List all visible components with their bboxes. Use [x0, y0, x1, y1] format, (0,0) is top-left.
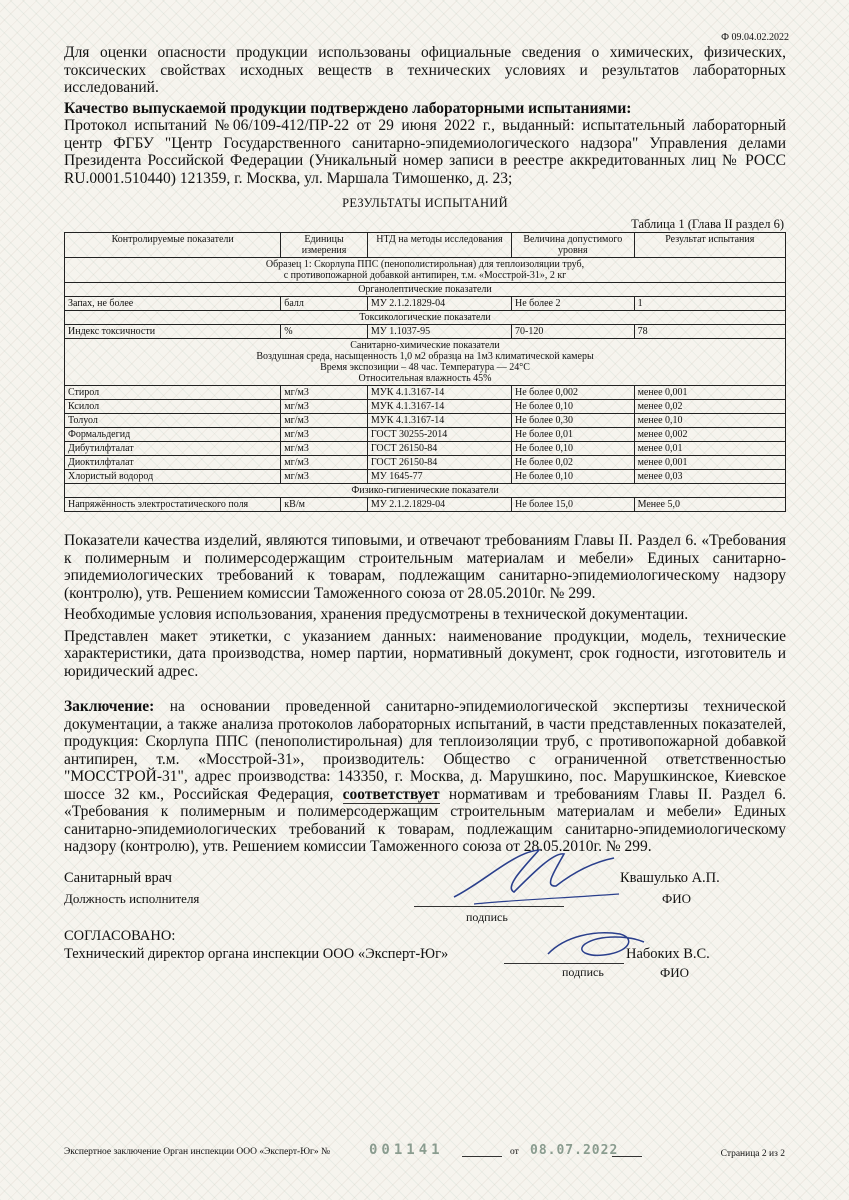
cell-name: Напряжённость электростатического поля	[65, 498, 281, 512]
sample-description	[65, 258, 786, 283]
cell-name: Запах, не более	[65, 297, 281, 311]
signature-1	[444, 842, 624, 912]
sample-line: Образец 1: Скорлупа ППС (пенополистирольная) для теплоизоляции труб,	[265, 259, 585, 270]
cell-result: менее 0,03	[634, 470, 785, 484]
section-sanitary	[65, 339, 786, 386]
conditions-paragraph: Необходимые условия использования, хранения предусмотрены в технической документации.	[64, 606, 689, 623]
signature-label-1: подпись	[466, 909, 508, 924]
cell-name: Диоктилфталат	[65, 456, 281, 470]
cell-method: ГОСТ 30255-2014	[367, 428, 511, 442]
signature-line-1	[414, 906, 564, 907]
director-name: Набоких В.С.	[626, 945, 710, 962]
condition-line: Относительная влажность 45%	[358, 373, 492, 384]
hazard-paragraph: Для оценки опасности продукции использованы официальные сведения о химических, физических, токсических свойствах исходных веществ в технических условиях и результатов лабораторных исследований.	[64, 44, 786, 96]
number-underline	[462, 1156, 502, 1157]
table-row	[65, 325, 786, 339]
cell-limit: Не более 0,01	[512, 428, 635, 442]
cell-limit: Не более 0,002	[512, 386, 635, 400]
header-cell: Результат испытания	[634, 233, 785, 258]
cell-limit: Не более 0,10	[512, 400, 635, 414]
label-paragraph: Представлен макет этикетки, с указанием данных: наименование продукции, модель, технические характеристики, дата производства, номер партии, нормативный документ, срок годности, изготовитель и юридический адрес.	[64, 627, 786, 680]
cell-result: менее 0,001	[634, 456, 785, 470]
results-title: РЕЗУЛЬТАТЫ ИСПЫТАНИЙ	[342, 196, 508, 210]
table-row	[65, 414, 786, 428]
fio-label-1: ФИО	[662, 890, 692, 906]
document-number: 001141	[369, 1142, 444, 1158]
section-organoleptic: Органолептические показатели	[65, 283, 786, 297]
cell-result: менее 0,001	[634, 386, 785, 400]
section-title: Санитарно-химические показатели	[350, 340, 500, 351]
cell-name: Ксилол	[65, 400, 281, 414]
position-label: Должность исполнителя	[64, 890, 200, 906]
cell-result: менее 0,002	[634, 428, 785, 442]
page-footer	[64, 1143, 785, 1165]
cell-unit: мг/м3	[281, 456, 368, 470]
fio-label-2: ФИО	[660, 964, 690, 980]
table-row	[65, 428, 786, 442]
cell-name: Индекс токсичности	[65, 325, 281, 339]
footer-doc-label: Экспертное заключение Орган инспекции ООО «Эксперт-Юг» №	[64, 1147, 331, 1157]
cell-method: МУ 2.1.2.1829-04	[367, 297, 511, 311]
doctor-role: Санитарный врач	[64, 869, 172, 886]
conclusion-text-before: на основании проведенной санитарно-эпидемиологической экспертизы технической документации, а также анализа протоколов лабораторных испытаний, в части представленных показателей, продукция: Скорлупа ППС (пенополистирольная) для теплоизоляции труб, с противопожарной добавкой антипирен, т.м. «Мосстрой-31», производитель: Общество с ограниченной ответственностью "МОССТРОЙ-31", адрес производства: 143350, г. Москва, д. Марушкино, пос. Марушкинское, Киевское шоссе 32 км., Российская Федерация,	[64, 698, 786, 803]
condition-line: Время экспозиции – 48 час. Температура — 24°С	[320, 362, 530, 373]
cell-result: менее 0,01	[634, 442, 785, 456]
cell-method: МУК 4.1.3167-14	[367, 386, 511, 400]
table-header-row	[65, 233, 786, 258]
cell-limit: Не более 0,02	[512, 456, 635, 470]
table-row	[65, 386, 786, 400]
cell-method: МУ 1645-77	[367, 470, 511, 484]
cell-unit: кВ/м	[281, 498, 368, 512]
cell-limit: 70-120	[512, 325, 635, 339]
cell-result: менее 0,10	[634, 414, 785, 428]
cell-method: ГОСТ 26150-84	[367, 442, 511, 456]
page-number: Страница 2 из 2	[720, 1149, 785, 1159]
document-date: 08.07.2022	[530, 1143, 619, 1158]
cell-name: Стирол	[65, 386, 281, 400]
cell-limit: Не более 0,30	[512, 414, 635, 428]
section-physical: Физико-гигиенические показатели	[65, 484, 786, 498]
document-page	[64, 44, 786, 1020]
conclusion-paragraph	[64, 698, 786, 856]
table-row	[65, 297, 786, 311]
cell-result: Менее 5,0	[634, 498, 785, 512]
header-cell: Единицы измерения	[281, 233, 368, 258]
section-toxicological: Токсикологические показатели	[65, 311, 786, 325]
cell-result: 78	[634, 325, 785, 339]
table-caption: Таблица 1 (Глава II раздел 6)	[631, 217, 784, 231]
conclusion-label: Заключение:	[64, 698, 155, 715]
compliance-paragraph: Показатели качества изделий, являются типовыми, и отвечают требованиям Главы II. Раздел 6. «Требования к полимерным и полимерсодержащим строительным материалам и мебели» Единых санитарно-эпидемиологических требований к товарам, подлежащим санитарно-эпидемиологическому надзору (контролю), утв. Решением комиссии Таможенного союза от 28.05.2010г. № 299.	[64, 532, 786, 602]
table-row	[65, 442, 786, 456]
protocol-paragraph: Протокол испытаний №06/109-412/ПР-22 от 29 июня 2022 г., выданный: испытательный лабораторный центр ФГБУ "Центр Государственного санитарно-эпидемиологического надзора" Управления делами Президента Российской Федерации (Уникальный номер записи в реестре аккредитованных лиц № РОСС RU.0001.510440) 121359, г. Москва, ул. Маршала Тимошенко, д. 23;	[64, 117, 786, 187]
date-underline	[612, 1156, 642, 1157]
cell-unit: мг/м3	[281, 386, 368, 400]
cell-limit: Не более 0,10	[512, 442, 635, 456]
doctor-name: Квашулько А.П.	[620, 869, 720, 886]
cell-unit: мг/м3	[281, 400, 368, 414]
table-row	[65, 400, 786, 414]
cell-unit: мг/м3	[281, 428, 368, 442]
cell-unit: %	[281, 325, 368, 339]
cell-limit: Не более 0,10	[512, 470, 635, 484]
toxicological-rows	[65, 325, 786, 339]
cell-unit: мг/м3	[281, 470, 368, 484]
organoleptic-rows	[65, 297, 786, 311]
sample-row	[65, 258, 786, 283]
sample-line: с противопожарной добавкой антипирен, т.м. «Мосстрой-31», 2 кг	[283, 270, 567, 281]
cell-result: 1	[634, 297, 785, 311]
cell-name: Формальдегид	[65, 428, 281, 442]
cell-limit: Не более 2	[512, 297, 635, 311]
cell-result: менее 0,02	[634, 400, 785, 414]
physical-rows	[65, 498, 786, 512]
verdict-text: соответствует	[342, 785, 440, 803]
header-cell: Величина допустимого уровня	[512, 233, 635, 258]
cell-limit: Не более 15,0	[512, 498, 635, 512]
cell-name: Дибутилфталат	[65, 442, 281, 456]
header-cell: Контролируемые показатели	[65, 233, 281, 258]
cell-method: МУ 2.1.2.1829-04	[367, 498, 511, 512]
cell-method: МУК 4.1.3167-14	[367, 400, 511, 414]
table-row	[65, 498, 786, 512]
table-row	[65, 470, 786, 484]
cell-name: Толуол	[65, 414, 281, 428]
cell-method: МУК 4.1.3167-14	[367, 414, 511, 428]
signature-block	[64, 870, 786, 1020]
cell-name: Хлористый водород	[65, 470, 281, 484]
cell-unit: балл	[281, 297, 368, 311]
cell-unit: мг/м3	[281, 414, 368, 428]
form-code: Ф 09.04.02.2022	[721, 32, 789, 43]
condition-line: Воздушная среда, насыщенность 1,0 м2 образца на 1м3 климатической камеры	[256, 351, 594, 362]
header-cell: НТД на методы исследования	[367, 233, 511, 258]
signature-label-2: подпись	[562, 964, 604, 979]
cell-method: ГОСТ 26150-84	[367, 456, 511, 470]
quality-heading: Качество выпускаемой продукции подтверждено лабораторными испытаниями:	[64, 99, 632, 117]
results-table	[64, 232, 786, 512]
table-row	[65, 456, 786, 470]
cell-unit: мг/м3	[281, 442, 368, 456]
sanitary-rows	[65, 386, 786, 484]
director-role: Технический директор органа инспекции ООО «Эксперт-Юг»	[64, 945, 449, 962]
footer-from-label: от	[510, 1147, 519, 1157]
signature-line-2	[504, 963, 624, 964]
agreed-label: СОГЛАСОВАНО:	[64, 927, 176, 944]
cell-method: МУ 1.1037-95	[367, 325, 511, 339]
conclusion-text-after: нормативам и требованиям Главы II. Раздел 6. «Требования к полимерным и полимерсодержащим строительным материалам и мебели» Единых санитарно-эпидемиологических требований к товарам, подлежащим санитарно-эпидемиологическому надзору (контролю), утв. Решением комиссии Таможенного союза от 28.05.2010г. № 299.	[64, 785, 786, 855]
